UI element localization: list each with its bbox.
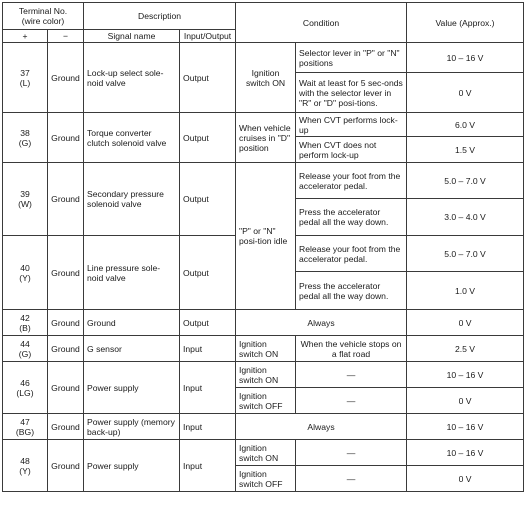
condition-secondary: Release your foot from the accelerator pedal. [296, 163, 407, 199]
condition-primary: Ignition switch ON [236, 336, 296, 362]
terminal-number: 40 [20, 262, 30, 273]
signal-name: Power supply [84, 440, 180, 492]
header-input-output: Input/Output [180, 30, 236, 43]
table-row [3, 310, 524, 336]
minus-terminal: Ground [48, 43, 84, 113]
wire-color: (G) [18, 137, 32, 148]
condition-secondary: Press the accelerator pedal all the way down. [296, 199, 407, 236]
header-condition: Condition [236, 3, 407, 43]
minus-terminal: Ground [48, 310, 84, 336]
table-row [3, 414, 524, 440]
terminal-38 [3, 113, 48, 163]
condition-secondary: Press the accelerator pedal all the way down. [296, 272, 407, 310]
terminal-44 [3, 336, 48, 362]
minus-terminal: Ground [48, 113, 84, 163]
terminal-47 [3, 414, 48, 440]
wire-color: (W) [18, 199, 32, 209]
minus-terminal: Ground [48, 236, 84, 310]
value: 10 – 16 V [407, 43, 524, 73]
header-description: Description [84, 3, 236, 30]
value: 3.0 – 4.0 V [407, 199, 524, 236]
terminal-42 [3, 310, 48, 336]
value: 10 – 16 V [407, 440, 524, 466]
table-row [3, 43, 524, 73]
value: 0 V [407, 310, 524, 336]
terminal-46 [3, 362, 48, 414]
header-wire-color-label: (wire color) [21, 16, 65, 26]
value: 1.0 V [407, 272, 524, 310]
condition-secondary: Selector lever in "P" or "N" positions [296, 43, 407, 73]
terminal-40 [3, 236, 48, 310]
condition-secondary: Wait at least for 5 sec-onds with the selector lever in "R" or "D" posi-tions. [296, 73, 407, 113]
value: 0 V [407, 388, 524, 414]
wire-color: (LG) [16, 387, 34, 398]
condition-primary: Ignition switch ON [236, 440, 296, 466]
table-row [3, 336, 524, 362]
condition-primary: Ignition switch ON [236, 43, 296, 113]
signal-name: Torque converter clutch solenoid valve [84, 113, 180, 163]
terminal-spec-table [2, 2, 524, 492]
value: 0 V [407, 466, 524, 492]
input-output: Output [180, 310, 236, 336]
condition-primary: Ignition switch ON [236, 362, 296, 388]
terminal-number: 47 [20, 416, 30, 427]
signal-name: Power supply [84, 362, 180, 414]
value: 5.0 – 7.0 V [407, 163, 524, 199]
header-minus: − [48, 30, 84, 43]
condition-secondary: — [296, 466, 407, 492]
terminal-number: 48 [20, 455, 30, 466]
signal-name: Ground [84, 310, 180, 336]
terminal-number: 39 [20, 189, 30, 199]
wire-color: (G) [18, 348, 32, 359]
minus-terminal: Ground [48, 362, 84, 414]
header-terminal-no [3, 3, 84, 30]
header-value: Value (Approx.) [407, 3, 524, 43]
minus-terminal: Ground [48, 163, 84, 236]
terminal-37 [3, 43, 48, 113]
input-output: Output [180, 113, 236, 163]
table-row [3, 113, 524, 137]
condition-secondary: When CVT does not perform lock-up [296, 137, 407, 163]
value: 0 V [407, 73, 524, 113]
terminal-number: 44 [20, 338, 30, 349]
wire-color: (Y) [19, 465, 31, 476]
signal-name: Lock-up select sole-noid valve [84, 43, 180, 113]
condition-secondary: Release your foot from the accelerator pedal. [296, 236, 407, 272]
terminal-number: 42 [20, 312, 30, 323]
input-output: Input [180, 440, 236, 492]
condition-primary: Ignition switch OFF [236, 466, 296, 492]
wire-color: (Y) [19, 272, 31, 283]
condition-primary: Always [236, 310, 407, 336]
input-output: Output [180, 163, 236, 236]
input-output: Output [180, 43, 236, 113]
minus-terminal: Ground [48, 336, 84, 362]
terminal-number: 38 [20, 127, 30, 138]
condition-secondary: When the vehicle stops on a flat road [296, 336, 407, 362]
signal-name: Line pressure sole-noid valve [84, 236, 180, 310]
wire-color: (L) [19, 77, 31, 88]
condition-primary: Ignition switch OFF [236, 388, 296, 414]
value: 10 – 16 V [407, 362, 524, 388]
value: 10 – 16 V [407, 414, 524, 440]
wire-color: (B) [19, 322, 31, 333]
condition-primary: Always [236, 414, 407, 440]
value: 1.5 V [407, 137, 524, 163]
signal-name: Secondary pressure solenoid valve [84, 163, 180, 236]
condition-secondary: — [296, 362, 407, 388]
minus-terminal: Ground [48, 440, 84, 492]
input-output: Input [180, 414, 236, 440]
terminal-48 [3, 440, 48, 492]
terminal-number: 46 [20, 377, 30, 388]
condition-primary: "P" or "N" posi-tion idle [236, 163, 296, 310]
value: 6.0 V [407, 113, 524, 137]
input-output: Input [180, 336, 236, 362]
terminal-number: 37 [20, 67, 30, 78]
condition-primary: When vehicle cruises in "D" position [236, 113, 296, 163]
header-plus: + [3, 30, 48, 43]
table-row [3, 362, 524, 388]
header-signal-name: Signal name [84, 30, 180, 43]
signal-name: G sensor [84, 336, 180, 362]
condition-secondary: — [296, 440, 407, 466]
signal-name: Power supply (memory back-up) [84, 414, 180, 440]
header-terminal-label: Terminal No. [18, 6, 68, 16]
condition-secondary: — [296, 388, 407, 414]
input-output: Input [180, 362, 236, 414]
value: 2.5 V [407, 336, 524, 362]
condition-secondary: When CVT performs lock-up [296, 113, 407, 137]
minus-terminal: Ground [48, 414, 84, 440]
input-output: Output [180, 236, 236, 310]
terminal-39 [3, 163, 48, 236]
value: 5.0 – 7.0 V [407, 236, 524, 272]
wire-color: (BG) [15, 426, 35, 437]
table-row [3, 440, 524, 466]
table-row [3, 163, 524, 199]
